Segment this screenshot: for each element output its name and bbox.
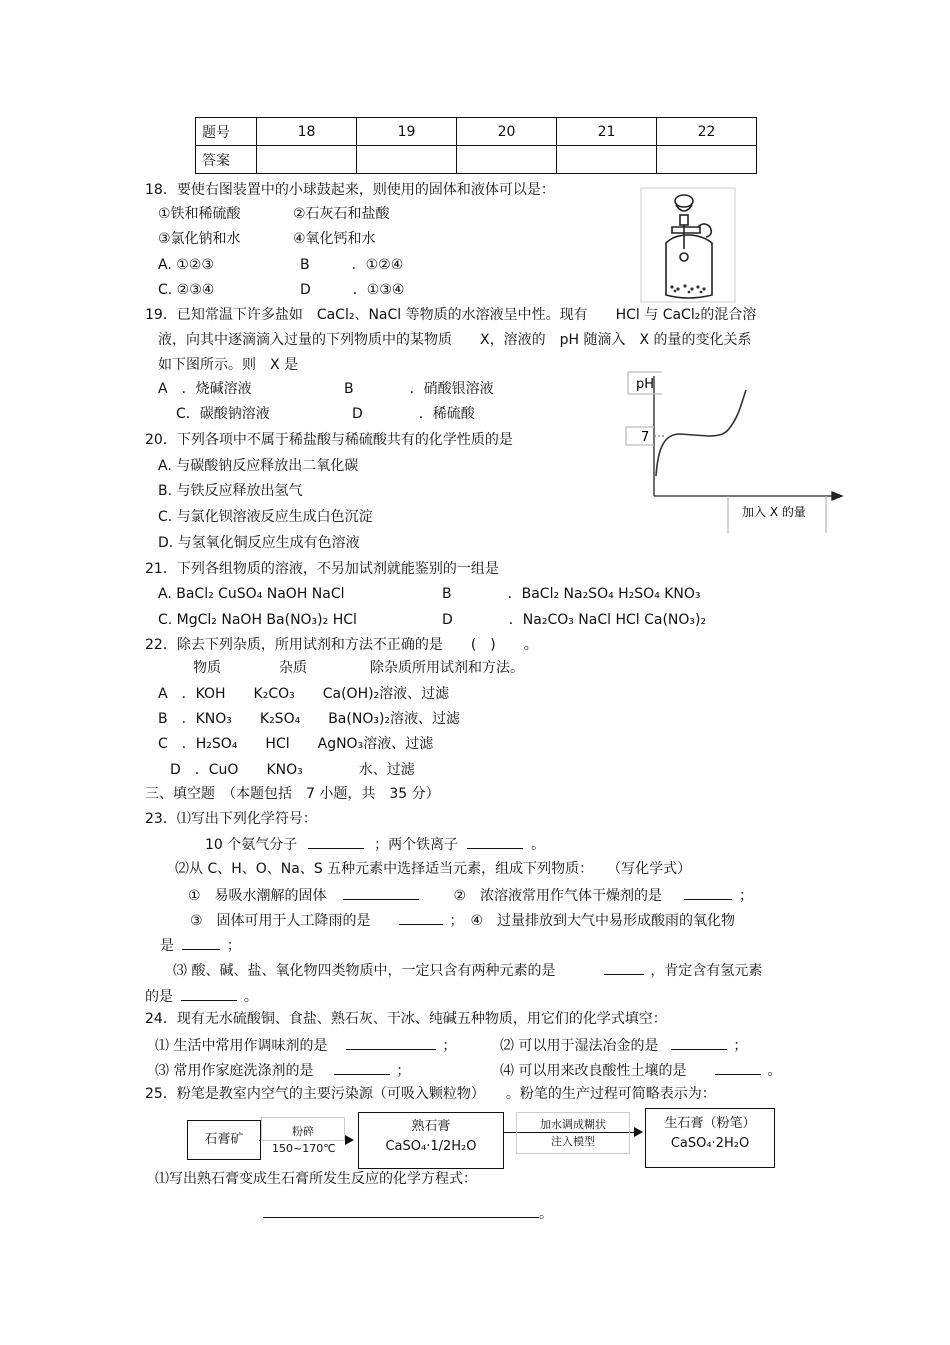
q23-l1-label-a: 10 个氨气分子 — [205, 837, 298, 853]
q24-l1-sep: ； — [442, 1038, 457, 1054]
table-header-cell: 20 — [457, 118, 557, 146]
q24-line-1 — [155, 1035, 456, 1055]
q22-header-impurity: 杂质 — [279, 660, 307, 676]
answer-blank[interactable] — [343, 885, 419, 900]
answer-blank[interactable] — [181, 986, 237, 1001]
q23-l1-label-b: ；两个铁离子 — [374, 837, 459, 853]
q22-choice-a: A ．KOH K₂CO₃ Ca(OH)₂溶液、过滤 — [158, 686, 450, 702]
section-3-heading: 三、填空题 （本题包括 7 小题，共 35 分） — [145, 786, 440, 802]
graph-y-label: pH — [636, 377, 655, 392]
table-header-cell: 22 — [657, 118, 757, 146]
q19-line-2: 液，向其中逐滴滴入过量的下列物质中的某物质 X，溶液的 pH 随滴入 X 的量的变化关系 — [158, 332, 752, 348]
flow-arrow-1-bottom-label: 150~170℃ — [272, 1142, 336, 1155]
graph-ph-curve — [656, 390, 746, 476]
answer-blank[interactable] — [399, 910, 443, 925]
q23-l5-label-a: 是 — [160, 938, 174, 954]
flow-box-2-top: 熟石膏 — [411, 1119, 451, 1134]
table-header-cell: 题号 — [196, 118, 257, 146]
q24-line-1b — [500, 1035, 747, 1055]
q25-answer-line — [263, 1203, 553, 1223]
answer-table — [195, 117, 757, 174]
answer-blank[interactable] — [182, 935, 220, 950]
q23-line-7 — [145, 986, 258, 1006]
q24-l2-label-c: ⑷ 可以用来改良酸性土壤的是 — [500, 1063, 687, 1079]
answer-cell[interactable] — [557, 146, 657, 174]
answer-table-header-row — [196, 118, 757, 146]
q19-choice-b: B ．硝酸银溶液 — [344, 381, 494, 397]
q19-ph-graph — [620, 368, 850, 538]
q24-l1-label-c: ⑵ 可以用于湿法冶金的是 — [500, 1038, 659, 1054]
q22-choice-b: B ．KNO₃ K₂SO₄ Ba(NO₃)₂溶液、过滤 — [158, 711, 461, 727]
q25-title: 25．粉笔是教室内空气的主要污染源（可吸入颗粒物） 。粉笔的生产过程可简略表示为： — [145, 1086, 716, 1102]
answer-blank[interactable] — [684, 885, 732, 900]
q23-line-4 — [190, 910, 735, 930]
q18-apparatus-figure — [640, 187, 736, 303]
q24-l2-label-a: ⑶ 常用作家庭洗涤剂的是 — [155, 1063, 314, 1079]
q21-choice-b: B ．BaCl₂ Na₂SO₄ H₂SO₄ KNO₃ — [442, 586, 701, 602]
graph-x-label: 加入 X 的量 — [742, 505, 806, 519]
q18-choice-b: B ．①②④ — [300, 257, 404, 273]
answer-blank[interactable] — [671, 1035, 727, 1050]
q18-option-1: ①铁和稀硫酸 — [158, 206, 241, 222]
q18-option-2: ②石灰石和盐酸 — [293, 206, 390, 222]
q25-sub-1: ⑴写出熟石膏变成生石膏所发生反应的化学方程式： — [155, 1171, 477, 1187]
answer-table-answer-row — [196, 146, 757, 174]
table-header-cell: 21 — [557, 118, 657, 146]
q23-l3-label-b: ② 浓溶液常用作气体干燥剂的是 — [453, 888, 663, 904]
q23-line-5 — [160, 935, 241, 955]
q18-choice-a: A. ①②③ — [158, 257, 214, 273]
flow-arrow-2-top-label: 加水调成糊状 — [540, 1118, 606, 1131]
answer-cell[interactable] — [657, 146, 757, 174]
q23-l3-label-a: ① 易吸水潮解的固体 — [188, 888, 327, 904]
q24-title: 24．现有无水硫酸铜、食盐、熟石灰、干冰、纯碱五种物质，用它们的化学式填空： — [145, 1011, 667, 1027]
q20-stem: 20．下列各项中不属于稀盐酸与稀硫酸共有的化学性质的是 — [145, 432, 513, 448]
q23-l6-label-b: ，肯定含有氢元素 — [650, 963, 763, 979]
flow-box-3-top: 生石膏（粉笔） — [664, 1116, 756, 1131]
q23-l4-label-b: ； ④ 过量排放到大气中易形成酸雨的氧化物 — [449, 913, 736, 929]
q21-choice-d: D ．Na₂CO₃ NaCl HCl Ca(NO₃)₂ — [442, 612, 707, 628]
answer-row-label: 答案 — [196, 146, 257, 174]
flow-arrow-1-head — [345, 1135, 354, 1145]
q19-choice-c: C．碳酸钠溶液 — [176, 406, 270, 422]
q18-option-4: ④氧化钙和水 — [293, 231, 376, 247]
flow-arrow-2-labelbox — [516, 1112, 630, 1154]
flow-arrow-1-labelbox — [261, 1117, 345, 1141]
q24-l1-label-a: ⑴ 生活中常用作调味剂的是 — [155, 1038, 328, 1054]
flow-box-2-bottom: CaSO₄·1/2H₂O — [385, 1139, 477, 1154]
q23-l5-end: ； — [226, 938, 241, 954]
q22-header-substance: 物质 — [193, 660, 221, 676]
q23-l7-end: 。 — [243, 989, 258, 1005]
flow-box-gypsum-ore — [187, 1120, 261, 1160]
q19-choice-a: A ．烧碱溶液 — [158, 381, 252, 397]
q23-l7-label-a: 的是 — [145, 989, 173, 1005]
q23-line-1 — [205, 834, 545, 854]
q19-line-3: 如下图所示。则 X 是 — [158, 357, 299, 373]
q24-line-2 — [155, 1060, 410, 1080]
answer-cell[interactable] — [357, 146, 457, 174]
q21-choice-a: A. BaCl₂ CuSO₄ NaOH NaCl — [158, 586, 345, 602]
q21-choice-c: C. MgCl₂ NaOH Ba(NO₃)₂ HCl — [158, 612, 357, 628]
answer-blank[interactable] — [604, 960, 644, 975]
q24-l2-end: 。 — [767, 1063, 782, 1079]
flow-box-3-bottom: CaSO₄·2H₂O — [670, 1136, 750, 1151]
q18-option-3: ③氯化钠和水 — [158, 231, 241, 247]
answer-cell[interactable] — [457, 146, 557, 174]
q20-choice-b: B. 与铁反应释放出氢气 — [158, 483, 303, 499]
q18-choice-c: C. ②③④ — [158, 282, 215, 298]
q18-stem: 18．要使右图装置中的小球鼓起来，则使用的固体和液体可以是： — [145, 182, 555, 198]
q23-l6-label-a: ⑶ 酸、碱、盐、氧化物四类物质中，一定只含有两种元素的是 — [173, 963, 556, 979]
table-header-cell: 18 — [257, 118, 357, 146]
q23-line-6 — [173, 960, 762, 980]
q19-choice-d: D ．稀硫酸 — [352, 406, 475, 422]
q19-line-1: 19．已知常温下许多盐如 CaCl₂、NaCl 等物质的水溶液呈中性。现有 HCl 与 CaCl₂的混合溶 — [145, 307, 757, 323]
q23-title: 23．⑴写出下列化学符号： — [145, 811, 317, 827]
answer-blank[interactable] — [715, 1060, 761, 1075]
q25-end: 。 — [539, 1206, 553, 1222]
q18-choice-d: D ．①③④ — [300, 282, 405, 298]
flow-box-chalk — [645, 1108, 775, 1168]
q22-header-method: 除杂质所用试剂和方法。 — [370, 660, 524, 676]
flow-arrow-2-bottom-label: 注入模型 — [551, 1135, 595, 1148]
answer-blank[interactable] — [467, 834, 523, 849]
q23-l4-label-a: ③ 固体可用于人工降雨的是 — [190, 913, 371, 929]
q24-line-2b — [500, 1060, 781, 1080]
q23-l3-end: ； — [738, 888, 753, 904]
flow-arrow-1-top-label: 粉碎 — [292, 1125, 314, 1138]
flow-arrow-2-head — [634, 1127, 643, 1137]
q21-stem: 21．下列各组物质的溶液，不另加试剂就能鉴别的一组是 — [145, 561, 499, 577]
answer-blank[interactable] — [263, 1203, 539, 1218]
table-header-cell: 19 — [357, 118, 457, 146]
q24-l2-sep: ； — [396, 1063, 411, 1079]
q22-stem: 22．除去下列杂质，所用试剂和方法不正确的是 ( ) 。 — [145, 637, 538, 653]
q22-choice-c: C ．H₂SO₄ HCl AgNO₃溶液、过滤 — [158, 736, 434, 752]
answer-blank[interactable] — [308, 834, 364, 849]
graph-y-tick-7: 7 — [641, 430, 650, 445]
q20-choice-c: C. 与氯化钡溶液反应生成白色沉淀 — [158, 509, 373, 525]
q23-line-2: ⑵从 C、H、O、Na、S 五种元素中选择适当元素，组成下列物质： （写化学式） — [175, 861, 692, 877]
q20-choice-d: D. 与氢氧化铜反应生成有色溶液 — [158, 535, 360, 551]
q22-choice-d: D ．CuO KNO₃ 水、过滤 — [170, 762, 415, 778]
q23-l1-end: 。 — [531, 837, 546, 853]
q24-l1-end: ； — [733, 1038, 748, 1054]
answer-blank[interactable] — [346, 1035, 436, 1050]
answer-blank[interactable] — [334, 1060, 390, 1075]
q20-choice-a: A. 与碳酸钠反应释放出二氧化碳 — [158, 458, 359, 474]
q23-line-3 — [188, 885, 753, 905]
answer-cell[interactable] — [257, 146, 357, 174]
flow-box-1-label: 石膏矿 — [204, 1132, 244, 1147]
flow-box-plaster — [358, 1112, 504, 1169]
